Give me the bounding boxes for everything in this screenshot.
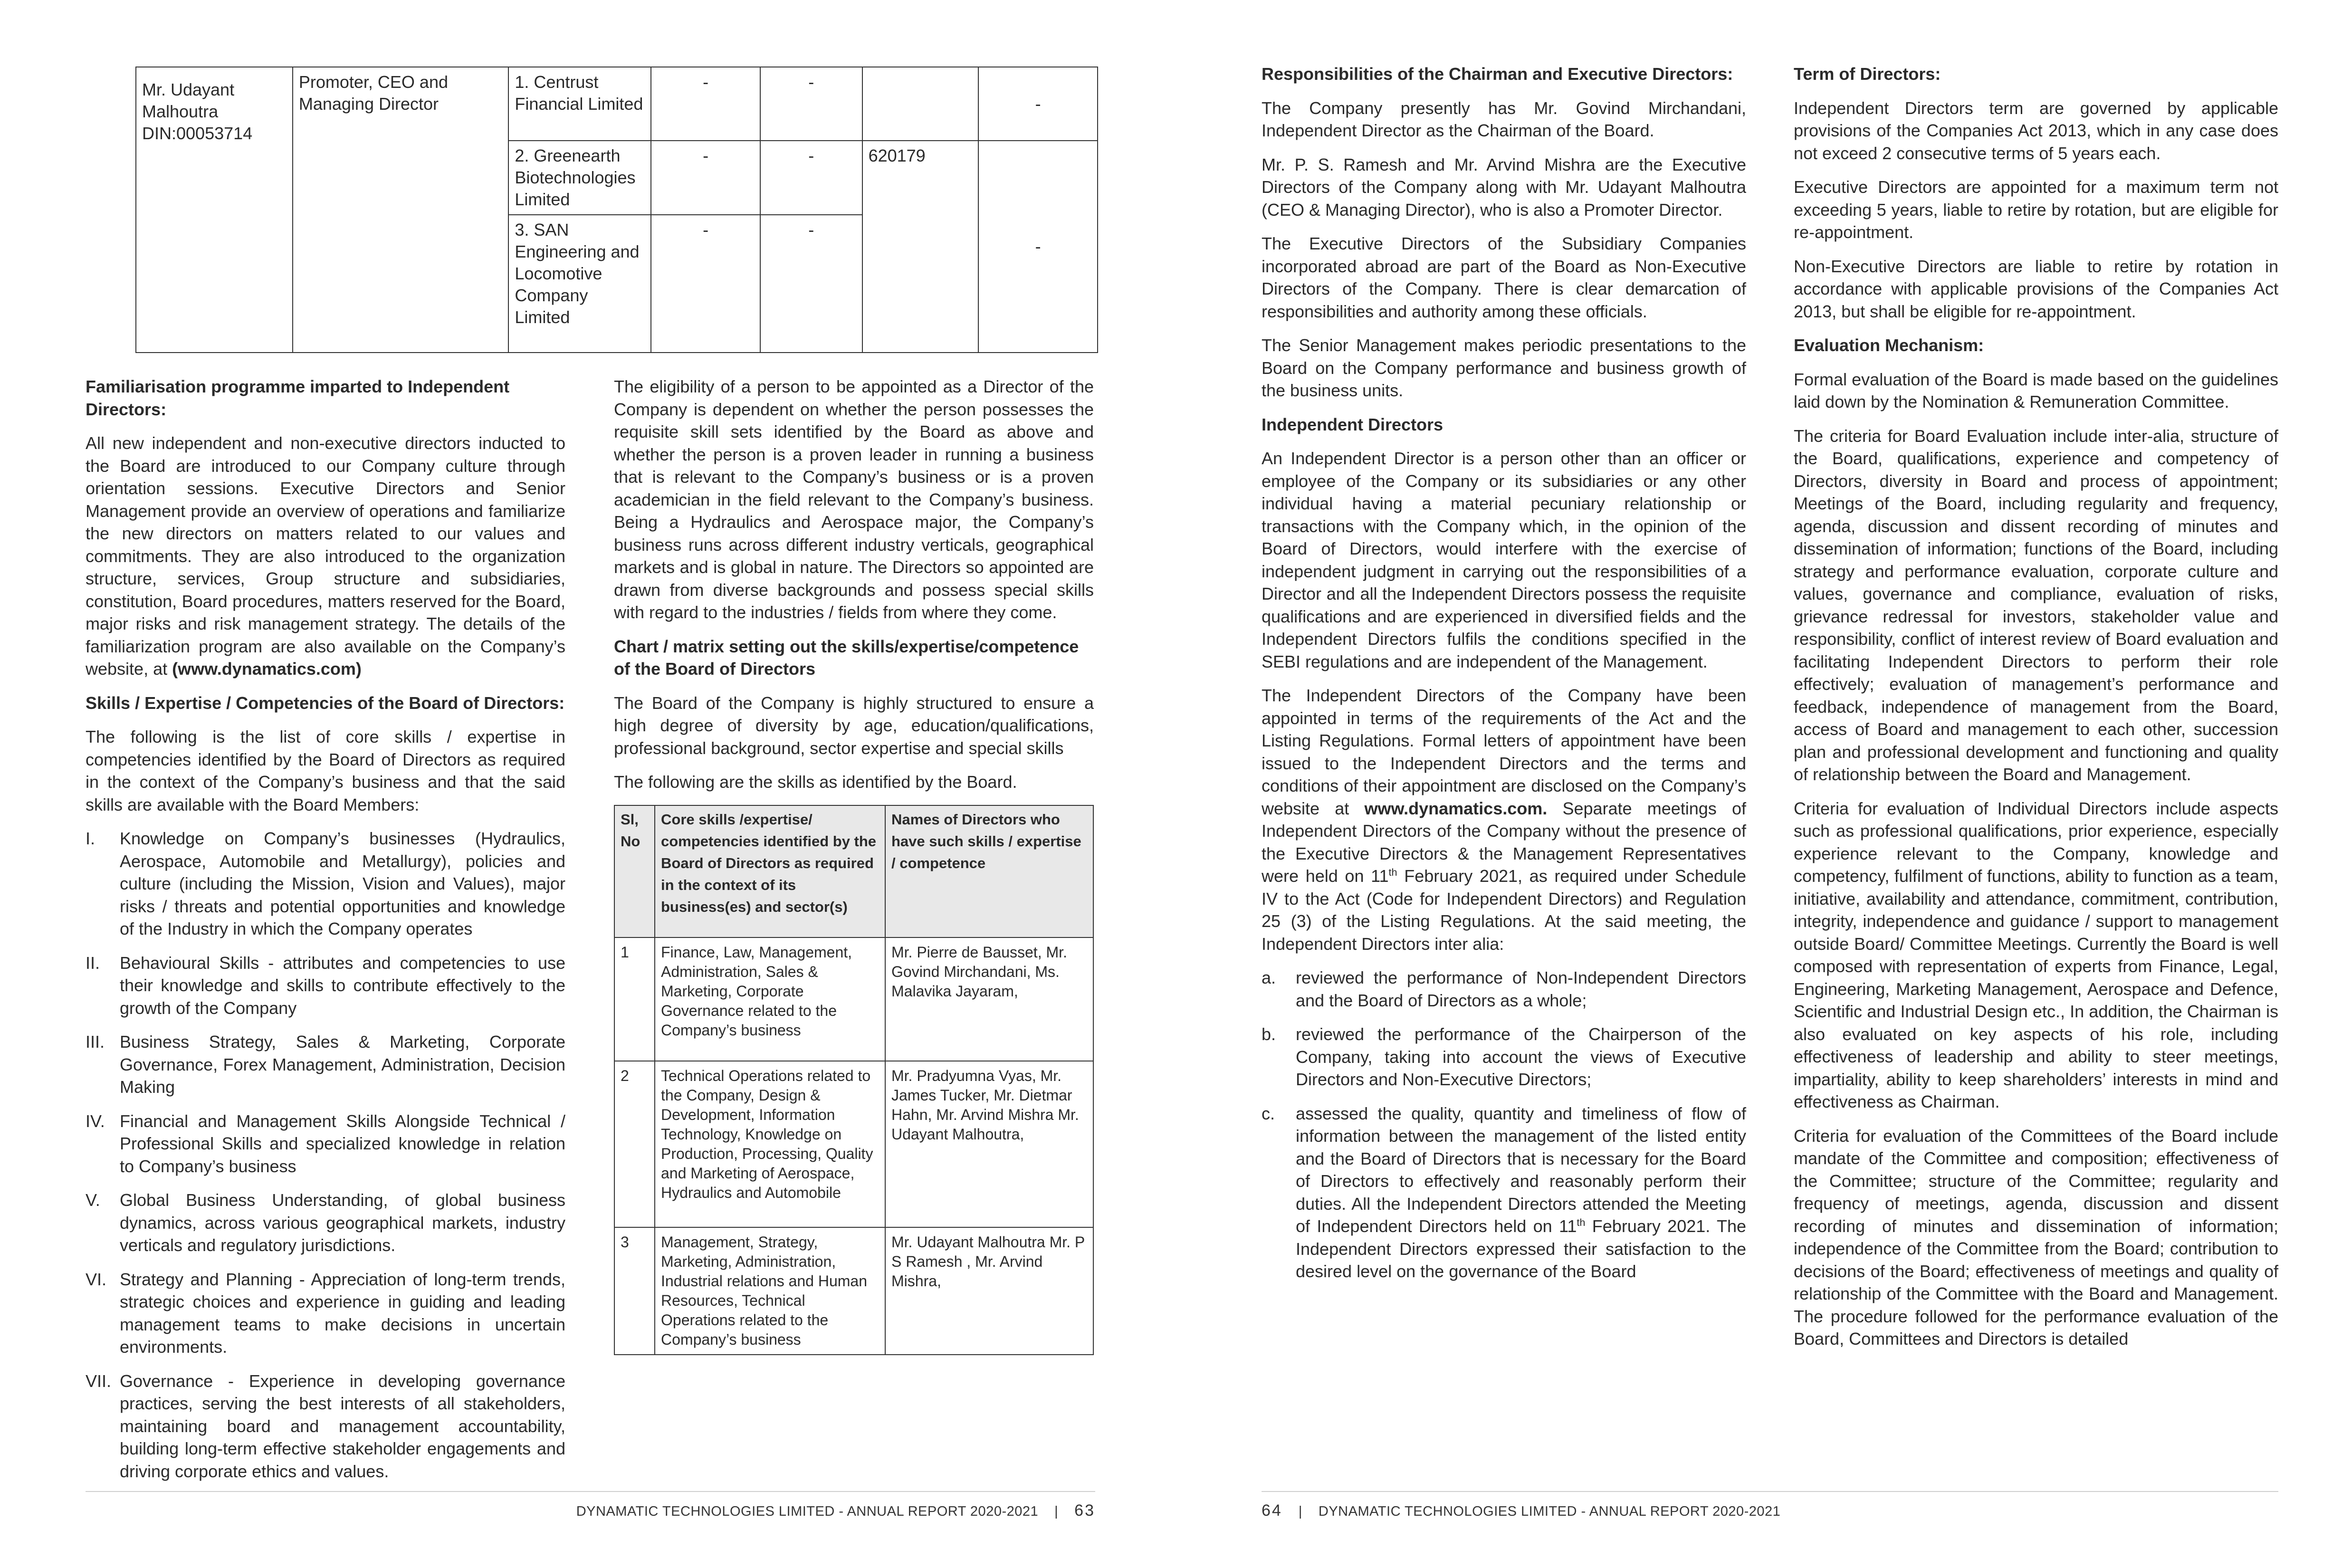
list-item-text: Strategy and Planning - Appreciation of long-term trends, strategic choices and experience in guiding and leading management teams to make decisions in uncertain environments. [120, 1269, 565, 1357]
footer-separator: | [1054, 1504, 1059, 1519]
list-item-text: Financial and Management Skills Alongside Technical / Professional Skills and specialized knowledge in relation to Company’s business [120, 1111, 565, 1176]
column-header: Sl, No [614, 805, 655, 937]
list-item [86, 1189, 565, 1257]
page64-column-left [1262, 63, 1746, 1294]
footer-title: DYNAMATIC TECHNOLOGIES LIMITED - ANNUAL REPORT 2020-2021 [1318, 1504, 1781, 1519]
text-run: Separate meetings of Independent Directors of the Company without the presence of the Executive Directors & the Management Representatives were held on 11 [1262, 798, 1746, 886]
paragraph: The Company presently has Mr. Govind Mirchandani, Independent Director as the Chairman of the Board. [1262, 98, 1746, 140]
director-din: DIN:00053714 [142, 124, 253, 143]
evaluation-heading: Evaluation Mechanism: [1794, 335, 1984, 355]
list-item-text: reviewed the performance of Non-Independent Directors and the Board of Directors as a whole; [1296, 968, 1746, 1010]
list-marker: c. [1262, 1103, 1275, 1123]
list-marker: V. [86, 1190, 100, 1210]
list-marker: b. [1262, 1024, 1276, 1044]
list-item-text: Business Strategy, Sales & Marketing, Corporate Governance, Forex Management, Administration, Decision Making [120, 1032, 565, 1097]
skills-heading: Skills / Expertise / Competencies of the Board of Directors: [86, 693, 565, 713]
page-number: 63 [1074, 1501, 1095, 1520]
footer-separator: | [1298, 1504, 1302, 1519]
independent-directors-heading: Independent Directors [1262, 414, 1444, 434]
matrix-intro: The following are the skills as identified by the Board. [614, 772, 1017, 792]
list-item [1262, 1023, 1746, 1091]
table-header-row [614, 805, 1093, 937]
table-cell: - [651, 67, 760, 141]
company-cell: 2. Greenearth Biotechnologies Limited [508, 141, 651, 215]
list-marker: I. [86, 829, 96, 848]
directorships-table [135, 67, 1098, 353]
paragraph: Formal evaluation of the Board is made based on the guidelines laid down by the Nomination & Remuneration Committee. [1794, 369, 2278, 411]
director-name-line: Mr. Udayant [142, 80, 235, 99]
list-marker: II. [86, 953, 100, 973]
list-item [86, 827, 565, 940]
paragraph: Mr. P. S. Ramesh and Mr. Arvind Mishra are the Executive Directors of the Company along with Mr. Udayant Malhoutra (CEO & Managing Director), who is also a Promoter Director. [1262, 154, 1746, 220]
table-row [614, 1061, 1093, 1227]
table-cell: - [651, 215, 760, 353]
skills-intro: The following is the list of core skills / expertise in competencies identified by the Board of Directors as required in the context of the Company’s business and that the said skills are available with the Board Members: [86, 727, 565, 814]
table-cell: Mr. Udayant Malhoutra Mr. P S Ramesh , Mr. Arvind Mishra, [885, 1227, 1093, 1355]
page63-column-left [86, 375, 565, 1494]
paragraph: The Senior Management makes periodic presentations to the Board on the Company performance and business growth of the business units. [1262, 335, 1746, 400]
list-marker: IV. [86, 1111, 105, 1131]
table-cell [862, 67, 979, 141]
eligibility-paragraph: The eligibility of a person to be appointed as a Director of the Company is dependent on whether the person possesses the requisite skill sets identified by the Board as above and whether the person is a proven leader in running a business that is relevant to the Company’s business or is a proven academician in the field relevant to the Company’s business. Being a Hydraulics and Aerospace major, the Company’s business runs across different industry verticals, geographical markets and is global in nature. The Directors so appointed are drawn from diverse backgrounds and possess special skills with regard to the industries / fields from where they come. [614, 377, 1094, 622]
paragraph: An Independent Director is a person other than an officer or employee of the Company or its subsidiaries or any other individual having a material pecuniary relationship or transactions with the Company which, in the opinion of the Board of Directors, would interfere with the exercise of independent judgment in carrying out the responsibilities of a Director and all the Independent Directors possess the requisite qualifications and are experienced in diversified fields and the Independent Directors fulfils the conditions specified in the SEBI regulations and are independent of the Management. [1262, 449, 1746, 671]
responsibilities-heading: Responsibilities of the Chairman and Executive Directors: [1262, 64, 1733, 84]
footer-divider [86, 1491, 1095, 1492]
list-item-text: Global Business Understanding, of global business dynamics, across various geographical markets, industry verticals and regulatory jurisdictions. [120, 1190, 565, 1255]
list-marker: a. [1262, 968, 1276, 987]
ordinal-suffix: th [1388, 866, 1397, 878]
table-row [136, 67, 1098, 141]
matrix-heading: Chart / matrix setting out the skills/expertise/competence of the Board of Directors [614, 636, 1079, 679]
table-cell: - [651, 141, 760, 215]
page63-footer [576, 1501, 1095, 1520]
list-marker: III. [86, 1032, 105, 1052]
paragraph [1262, 684, 1746, 955]
table-cell: Mr. Pierre de Bausset, Mr. Govind Mirchandani, Ms. Malavika Jayaram, [885, 937, 1093, 1061]
paragraph: The Executive Directors of the Subsidiary Companies incorporated abroad are part of the Board as Non-Executive Directors of the Company. There is clear demarcation of responsibilities and authority among these officials. [1262, 234, 1746, 321]
list-item [86, 1268, 565, 1358]
footer-divider [1262, 1491, 2278, 1492]
text-run: The Independent Directors of the Company have been appointed in terms of the requirements of the Act and the Listing Regulations. Formal letters of appointment have been issued to the Independent Directors and the terms and conditions of their appointment are disclosed on the Company’s website at [1262, 686, 1746, 818]
paragraph: The criteria for Board Evaluation include inter-alia, structure of the Board, qualifications, experience and competency of Directors, diversity in Board and process of appointment; Meetings of the Board, including regularity and frequency, agenda, discussion and dissent recording of minutes and dissemination of information; functions of the Board, including strategy and performance evaluation, corporate culture and values, governance and compliance, evaluation of risks, grievance redressal for investors, stakeholder value and responsibility, conflict of interest review of Board evaluation and facilitating Independent Directors to perform their role effectively; evaluation of management’s performance and feedback, independence of management from the Board, access of Board and management to each other, succession plan and professional development and functioning and quality of relationship between the Board and Management. [1794, 426, 2278, 784]
footer-title: DYNAMATIC TECHNOLOGIES LIMITED - ANNUAL REPORT 2020-2021 [576, 1504, 1039, 1519]
table-cell: 1 [614, 937, 655, 1061]
list-item [86, 952, 565, 1020]
list-item-text: Knowledge on Company’s businesses (Hydraulics, Aerospace, Automobile and Metallurgy), policies and culture (including the Mission, Vision and Values), major risks / threats and potential opportunities and knowledge of the Industry in which the Company operates [120, 829, 565, 938]
term-heading: Term of Directors: [1794, 64, 1941, 84]
page64-column-right [1794, 63, 2278, 1362]
table-row [614, 1227, 1093, 1355]
familiarisation-text: All new independent and non-executive directors inducted to the Board are introduced to our Company culture through orientation sessions. Executive Directors and Senior Management provide an overview of operations and familiarize the new directors on matters related to our values and commitments. They are also introduced to the organization structure, services, Group structure and subsidiaries, constitution, Board procedures, matters reserved for the Board, major risks and risk management strategy. The details of the familiarization program are also available on the Company’s website, at [86, 433, 565, 679]
table-cell: - [760, 215, 862, 353]
designation-cell: Promoter, CEO and Managing Director [293, 67, 508, 353]
list-item [86, 1031, 565, 1099]
ordinal-suffix: th [1577, 1216, 1586, 1228]
list-item [86, 1370, 565, 1483]
list-item-text: February 2021. The Independent Directors expressed their satisfaction to the desired level on the governance of the Board [1296, 1216, 1746, 1281]
table-row [614, 937, 1093, 1061]
familiarisation-heading: Familiarisation programme imparted to Independent Directors: [86, 377, 510, 419]
list-item [1262, 1102, 1746, 1283]
list-item-text: Behavioural Skills - attributes and competencies to use their knowledge and skills to contribute effectively to the growth of the Company [120, 953, 565, 1018]
paragraph: Executive Directors are appointed for a maximum term not exceeding 5 years, liable to retire by rotation, but are eligible for re-appointment. [1794, 177, 2278, 242]
page63-column-right [614, 375, 1094, 1355]
list-item [86, 1110, 565, 1178]
table-cell: Technical Operations related to the Company, Design & Development, Information Technology, Knowledge on Production, Processing, Quality and Marketing of Aerospace, Hydraulics and Automobile [655, 1061, 885, 1227]
paragraph: Criteria for evaluation of Individual Directors include aspects such as professional qualifications, prior experience, especially experience relevant to the Company, knowledge and competency, fulfilment of functions, ability to function as a team, initiative, availability and attendance, commitment, contribution, integrity, independence and guidance / support to management outside Board/ Committee Meetings. Currently the Board is well composed with representation of experts from Finance, Legal, Engineering, Marketing Management, Aerospace and Defence, Scientific and Industrial Design etc., In addition, the Chairman is also evaluated on key aspects of his role, including effectiveness of leadership and ability to steer meetings, impartiality, ability to keep shareholders’ interests in mind and effectiveness as Chairman. [1794, 798, 2278, 1111]
list-marker: VI. [86, 1269, 107, 1289]
skills-list [86, 827, 565, 1482]
table-cell: - [978, 141, 1098, 353]
director-name-line: Malhoutra [142, 102, 219, 121]
skills-matrix-table [614, 805, 1094, 1355]
list-item [1262, 966, 1746, 1012]
text-run: February 2021, as required under Schedule IV to the Act (Code for Independent Directors) and Regulation 25 (3) of the Listing Regulations. At the said meeting, the Independent Directors inter alia: [1262, 866, 1746, 954]
list-item-text: reviewed the performance of the Chairperson of the Company, taking into account the views of Executive Directors and Non-Executive Directors; [1296, 1024, 1746, 1089]
table-cell: Mr. Pradyumna Vyas, Mr. James Tucker, Mr. Dietmar Hahn, Mr. Arvind Mishra Mr. Udayant Malhoutra, [885, 1061, 1093, 1227]
familiarisation-paragraph [86, 432, 565, 680]
page64-footer [1262, 1501, 1780, 1520]
table-cell: 3 [614, 1227, 655, 1355]
list-item-text: assessed the quality, quantity and timeliness of flow of information between the management of the listed entity and the Board of Directors that is necessary for the Board of Directors to effectively and reasonably perform their duties. All the Independent Directors attended the Meeting of Independent Directors held on 11 [1296, 1103, 1746, 1236]
table-cell: Management, Strategy, Marketing, Administration, Industrial relations and Human Resources, Technical Operations related to the Company’s business [655, 1227, 885, 1355]
list-item-text: Governance - Experience in developing governance practices, serving the best interests of all stakeholders, maintaining board and management accountability, building long-term effective stakeholder engagements and driving corporate ethics and values. [120, 1371, 565, 1481]
director-cell [136, 67, 293, 353]
paragraph: Independent Directors term are governed by applicable provisions of the Companies Act 2013, which in any case does not exceed 2 consecutive terms of 5 years each. [1794, 98, 2278, 163]
review-list [1262, 966, 1746, 1283]
page-number: 64 [1262, 1501, 1282, 1520]
website-link[interactable]: (www.dynamatics.com) [172, 659, 362, 679]
table-cell: - [760, 67, 862, 141]
table-cell: - [978, 67, 1098, 141]
column-header: Core skills /expertise/ competencies identified by the Board of Directors as required in the context of its business(es) and sector(s) [655, 805, 885, 937]
column-header: Names of Directors who have such skills / expertise / competence [885, 805, 1093, 937]
company-cell: 3. SAN Engineering and Locomotive Company Limited [508, 215, 651, 353]
table-cell: - [760, 141, 862, 215]
paragraph: Criteria for evaluation of the Committees of the Board include mandate of the Committee and composition; effectiveness of the Committee; structure of the Committee; regularity and frequency of meetings, agenda, discussion and dissent recording of minutes and dissemination of information; independence of the Committee from the Board; contribution to decisions of the Board; effectiveness of meetings and quality of relationship of the Committee with the Board and Management. The procedure followed for the performance evaluation of the Board, Committees and Directors is detailed [1794, 1126, 2278, 1348]
table-cell: 2 [614, 1061, 655, 1227]
table-cell: Finance, Law, Management, Administration, Sales & Marketing, Corporate Governance related to the Company’s business [655, 937, 885, 1061]
list-marker: VII. [86, 1371, 112, 1391]
matrix-paragraph: The Board of the Company is highly structured to ensure a high degree of diversity by age, education/qualifications, professional background, sector expertise and special skills [614, 693, 1094, 758]
company-cell: 1. Centrust Financial Limited [508, 67, 651, 141]
website-link[interactable]: www.dynamatics.com. [1364, 798, 1548, 818]
table-cell: 620179 [862, 141, 979, 353]
paragraph: Non-Executive Directors are liable to retire by rotation in accordance with applicable provisions of the Companies Act 2013, but shall be eligible for re-appointment. [1794, 256, 2278, 321]
